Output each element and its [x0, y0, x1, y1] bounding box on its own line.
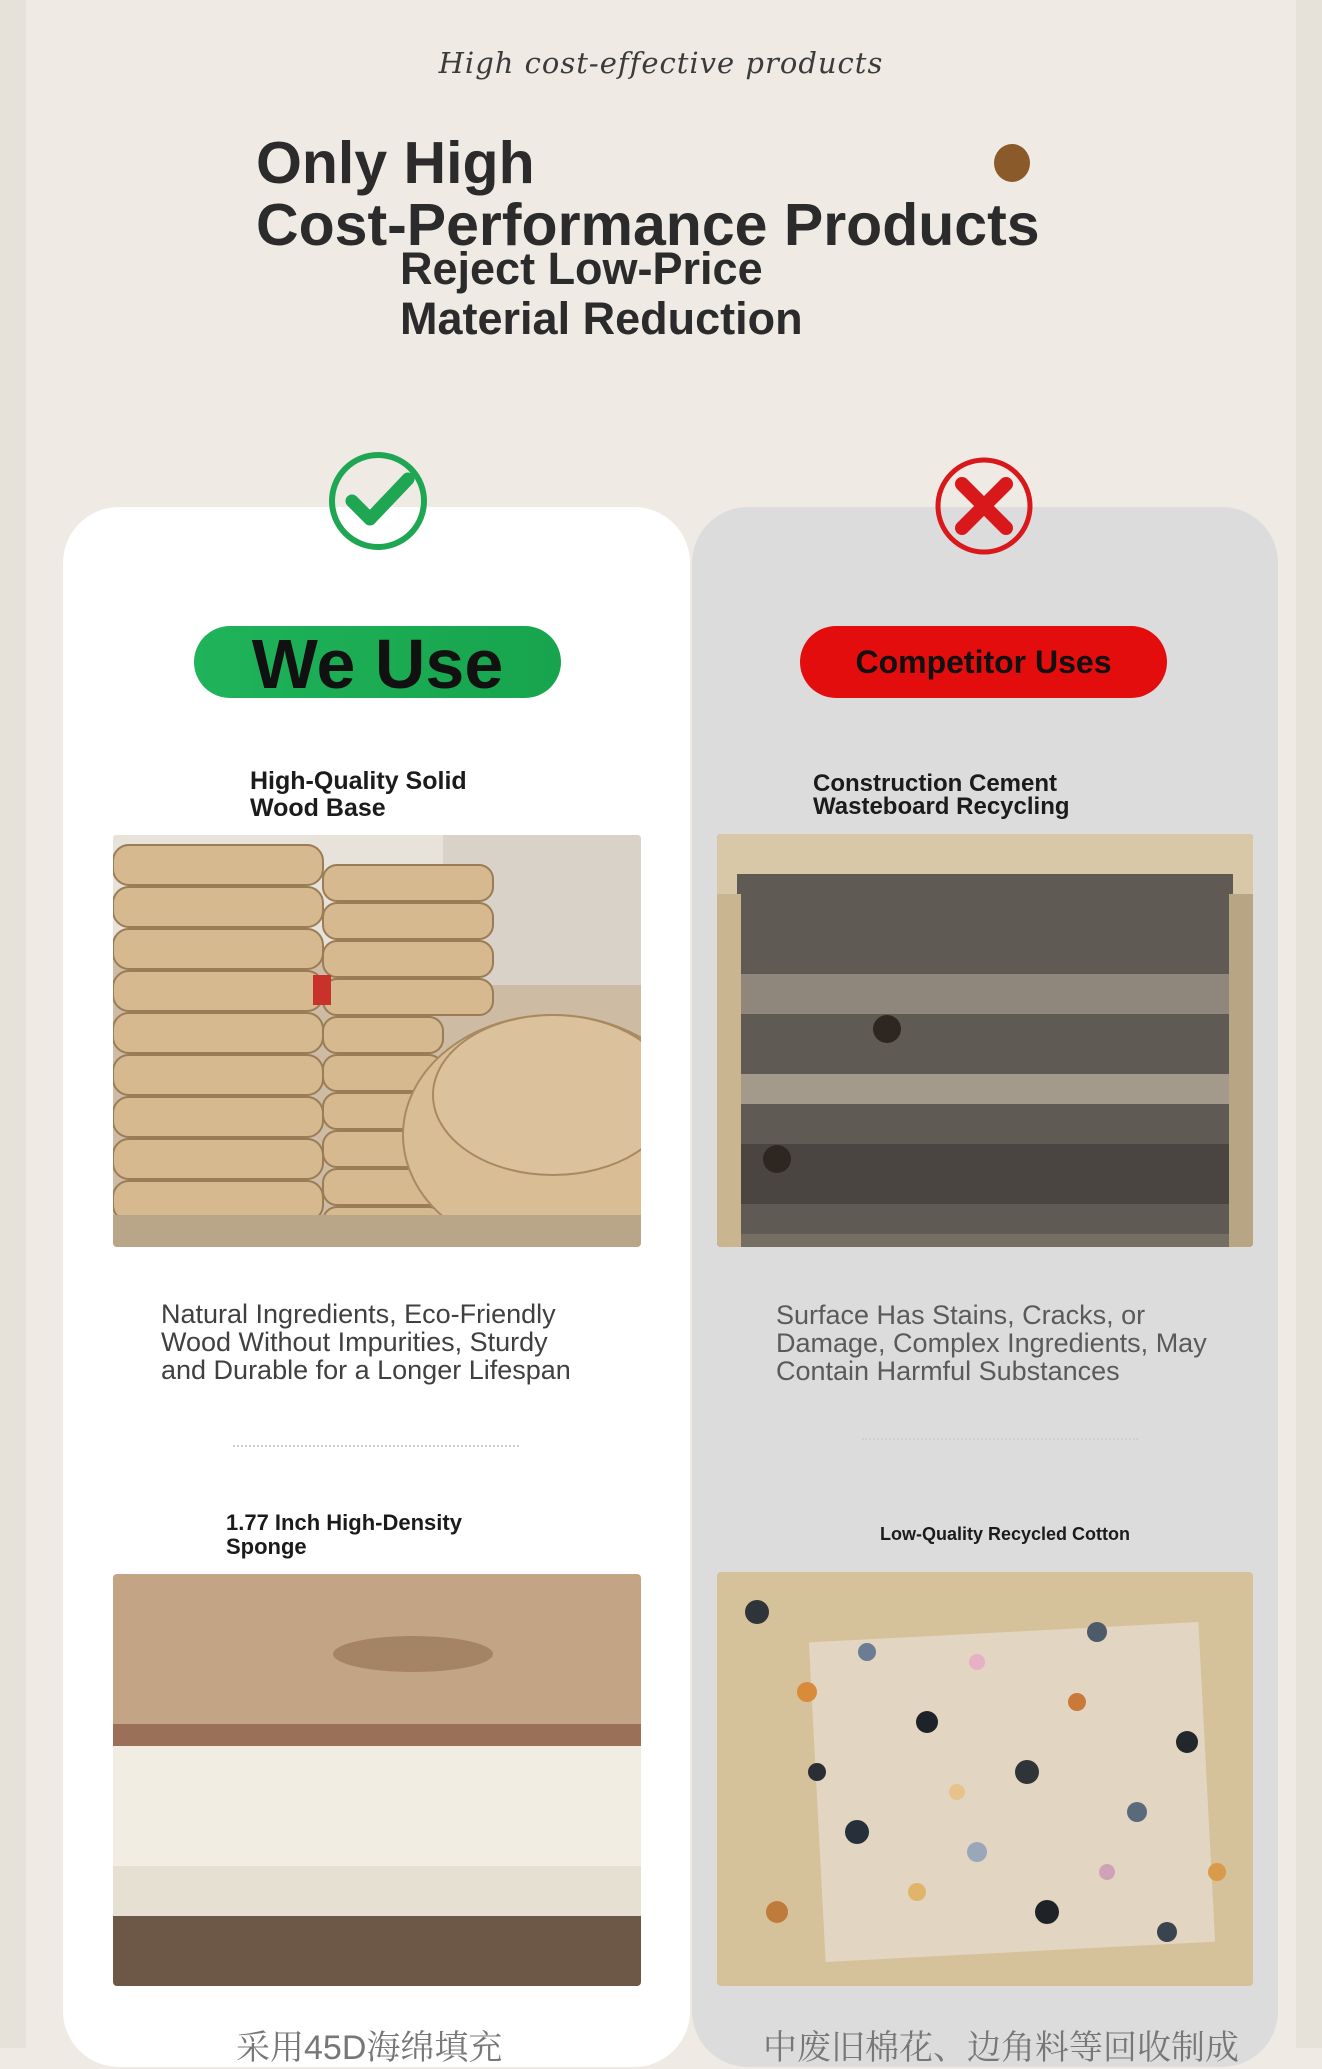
we-use-badge — [194, 625, 561, 703]
solid-wood-label: High-Quality Solid Wood Base — [250, 767, 467, 822]
solid-wood-description: Natural Ingredients, Eco-Friendly Wood Without Impurities, Sturdy and Durable for a Longer Lifespan — [161, 1299, 571, 1385]
sponge-photo — [113, 1574, 641, 1986]
right-bottom-caption: 中废旧棉花、边角料等回收制成 — [763, 2029, 1239, 2067]
cement-wasteboard-description: Surface Has Stains, Cracks, or Damage, Complex Ingredients, May Contain Harmful Substances — [776, 1300, 1207, 1386]
subheadline-text: Reject Low-Price Material Reduction — [400, 243, 803, 344]
left-divider — [233, 1445, 519, 1447]
we-use-badge-label: We Use — [251, 625, 504, 703]
solid-wood-photo — [113, 835, 641, 1247]
recycled-cotton-label: Low-Quality Recycled Cotton — [880, 1524, 1131, 1544]
sponge-label: 1.77 Inch High-Density Sponge — [226, 1510, 462, 1559]
headline — [256, 132, 1040, 256]
right-divider — [862, 1438, 1138, 1440]
background-edge-left — [0, 0, 26, 2048]
recycled-cotton-photo — [717, 1572, 1253, 1986]
subheadline — [400, 244, 803, 344]
background-edge-right — [1296, 0, 1322, 2048]
check-circle-icon — [326, 449, 430, 553]
left-bottom-caption: 采用45D海绵填充 — [236, 2029, 503, 2067]
cement-wasteboard-photo — [717, 834, 1253, 1247]
competitor-uses-badge — [800, 626, 1167, 698]
tagline: High cost-effective products — [438, 46, 884, 80]
cement-wasteboard-label: Construction Cement Wasteboard Recycling — [813, 770, 1070, 820]
headline-text: Only High Cost-Performance Products — [256, 130, 1040, 258]
x-circle-icon — [932, 454, 1036, 558]
competitor-uses-badge-label: Competitor Uses — [855, 644, 1112, 680]
